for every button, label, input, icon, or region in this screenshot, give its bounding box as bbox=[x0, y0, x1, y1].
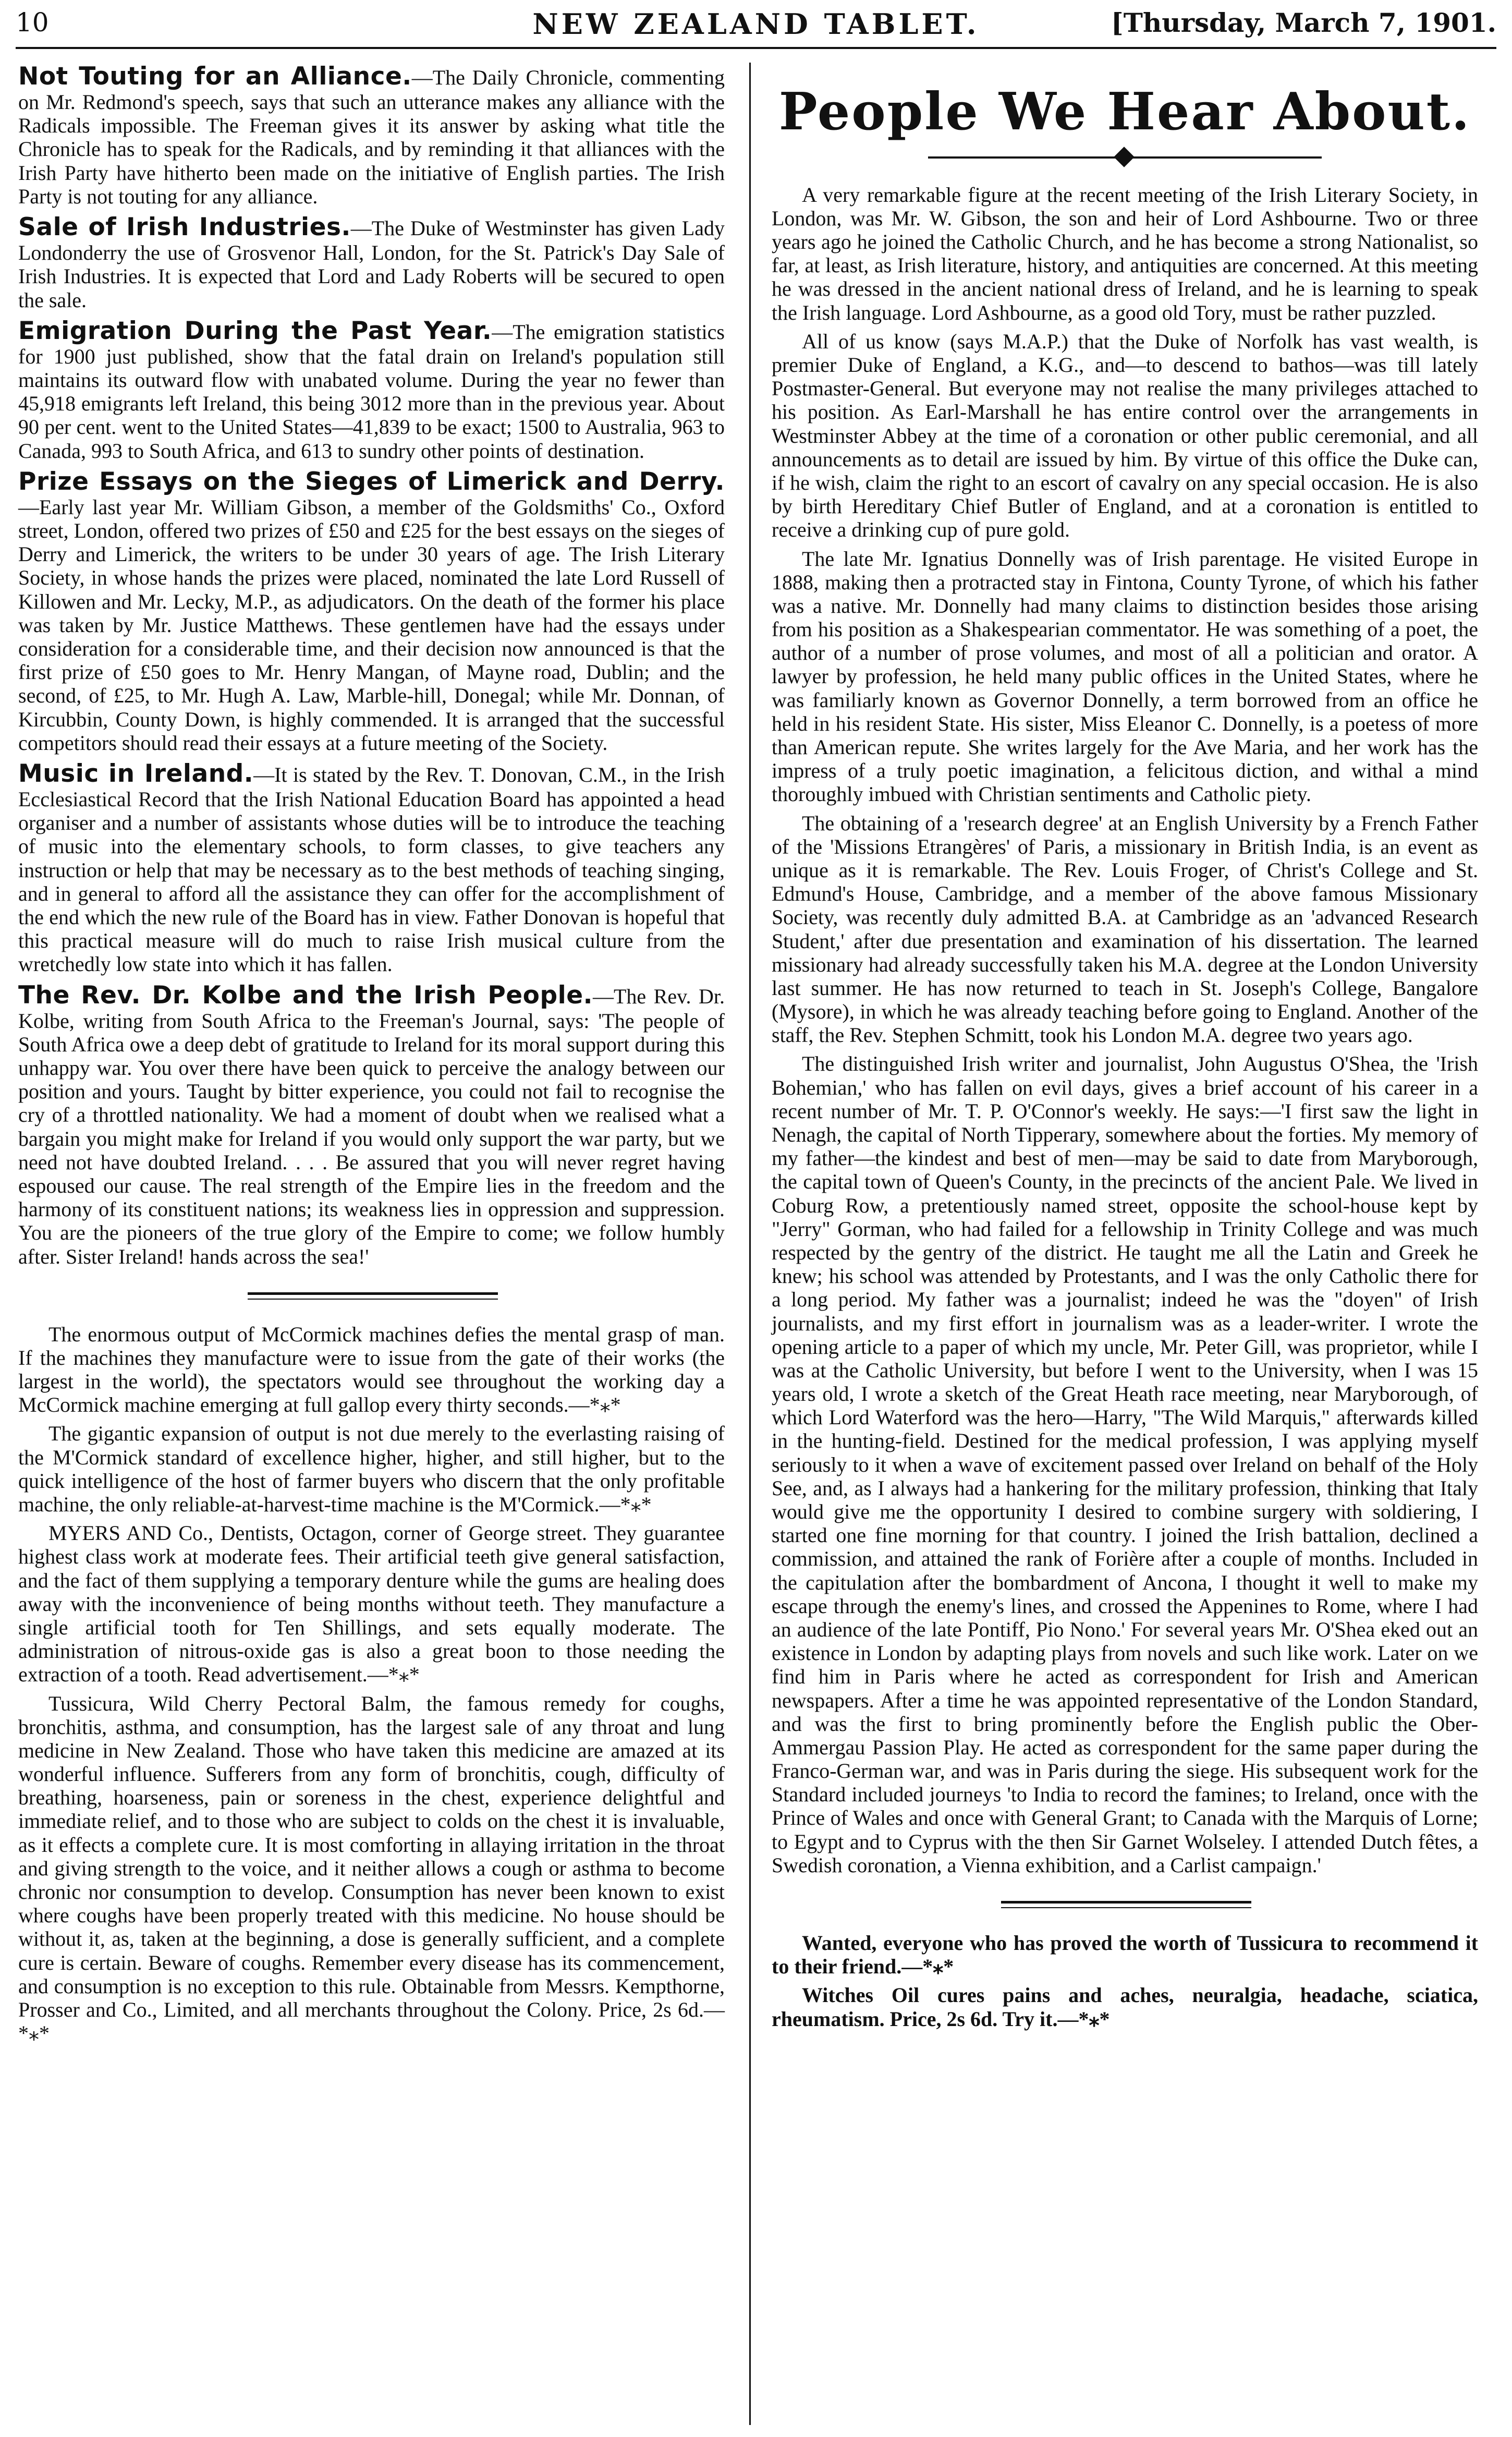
ornamental-rule bbox=[772, 147, 1478, 167]
news-item bbox=[18, 317, 725, 463]
advertisement-paragraph: MYERS AND Co., Dentists, Octagon, corner of George street. They guarantee highest class work at moderate fees. Their artificial teeth give general satisfaction, and the fact of them supplying a temporary denture while the gums are healing does away with the inconvenience of being months without teeth. They manufacture a single artificial tooth for Ten Shillings, and sets equally moderate. The administration of nitrous-oxide gas is also a great boon to those needing the extraction of a tooth. Read advertisement.—*⁎* bbox=[18, 1521, 725, 1687]
news-item bbox=[18, 213, 725, 312]
issue-date: [Thursday, March 7, 1901. bbox=[1111, 7, 1496, 38]
article-paragraph: A very remarkable figure at the recent meeting of the Irish Literary Society, in London, was Mr. W. Gibson, the son and heir of Lord Ashbourne. Two or three years ago he joined the Catholic Church, and he has become a strong Nationalist, so far, at least, as Irish literature, history, and antiquities are concerned. At this meeting he was dressed in the ancient national dress of Ireland, and he is learning to speak the Irish language. Lord Ashbourne, as a good old Tory, must be rather puzzled. bbox=[772, 183, 1478, 324]
section-separator bbox=[18, 1289, 725, 1305]
newspaper-title: NEW ZEALAND TABLET. bbox=[532, 7, 980, 41]
article-paragraph: The late Mr. Ignatius Donnelly was of Irish parentage. He visited Europe in 1888, making then a protracted stay in Fintona, County Tyrone, of which his father was a native. Mr. Donnelly had many claims to distinction besides those arising from his position as a Shakespearian commentator. He was something of a poet, the author of a number of prose volumes, and most of all a politician and orator. A lawyer by profession, he held many public offices in the United States, where he was familiarly known as Governor Donnelly, a term borrowed from an office he held in his resident State. His sister, Miss Eleanor C. Donnelly, is a poetess of more than American repute. She writes largely for the Ave Maria, and her work has the impress of a truly poetic imagination, a felicitous diction, and withal a mind thoroughly imbued with Christian sentiments and Catholic piety. bbox=[772, 547, 1478, 806]
article-paragraph: All of us know (says M.A.P.) that the Duke of Norfolk has vast wealth, is premier Duke of England, a K.G., and—to descend to bathos—was till lately Postmaster-General. But everyone may not realise the many privileges attached to his position. As Earl-Marshall he has entire control over the arrangements in Westminster Abbey at the time of a coronation or other public ceremonial, and all announcements as to detail are issued by him. By virtue of this office the Duke can, if he wish, claim the right to an escort of cavalry on any special occasion. He is also by birth Hereditary Chief Butler of England, and at a coronation is entitled to receive a drinking cup of pure gold. bbox=[772, 329, 1478, 542]
advertisement-paragraph: Wanted, everyone who has proved the worth of Tussicura to recommend it to their friend.—*⁎* bbox=[772, 1931, 1478, 1979]
advertisement-paragraph: The enormous output of McCormick machines defies the mental grasp of man. If the machines they manufacture were to issue from the gate of their works (the largest in the world), the spectators would see throughout the working day a McCormick machine emerging at full gallop every thirty seconds.—*⁎* bbox=[18, 1322, 725, 1417]
right-column bbox=[772, 63, 1478, 2036]
item-heading: Not Touting for an Alliance. bbox=[18, 62, 412, 91]
left-column bbox=[18, 63, 725, 2050]
item-text: —The Rev. Dr. Kolbe, writing from South Africa to the Freeman's Journal, says: 'The people of South Africa owe a deep debt of gratitude to Ireland for its moral support during this unhappy war. You over there have been quick to perceive the analogy between our position and yours. Taught by bitter experience, you could not fail to recognise the cry of a throttled nationality. We had a moment of doubt when we realised what a bargain you might make for Ireland if you would only support the war party, but we need not have doubted Ireland. . . . Be assured that you will never regret having espoused our cause. The real strength of the Empire lies in the freedom and the harmony of its constituent nations; its weakness lies in oppression and suppression. You are the pioneers of the true glory of the Empire to come; we follow humbly after. Sister Ireland! hands across the sea!' bbox=[18, 984, 725, 1268]
page-header bbox=[16, 7, 1496, 40]
news-item bbox=[18, 468, 725, 755]
news-item bbox=[18, 981, 725, 1268]
item-text: —The emigration statistics for 1900 just published, show that the fatal drain on Ireland's population still maintains its outward flow with unabated volume. During the year no fewer than 45,918 emigrants left Ireland, this being 3012 more than in the previous year. About 90 per cent. went to the United States—41,839 to be exact; 1500 to Australia, 963 to Canada, 993 to South Africa, and 613 to sundry other points of destination. bbox=[18, 320, 725, 463]
header-rule bbox=[16, 47, 1496, 49]
section-separator bbox=[772, 1898, 1478, 1913]
item-heading: Music in Ireland. bbox=[18, 759, 254, 788]
advertisement-paragraph: Witches Oil cures pains and aches, neuralgia, headache, sciatica, rheumatism. Price, 2s 6d. Try it.—*⁎* bbox=[772, 1983, 1478, 2031]
advertisement-paragraph: The gigantic expansion of output is not due merely to the everlasting raising of the M'Cormick standard of excellence higher, higher, and still higher, but to the quick intelligence of the host of farmer buyers who discern that the only profitable machine, the only reliable-at-harvest-time machine is the M'Cormick.—*⁎* bbox=[18, 1422, 725, 1517]
page-number: 10 bbox=[16, 7, 49, 38]
article-paragraph: The obtaining of a 'research degree' at an English University by a French Father of the 'Missions Etrangères' of Paris, a missionary in British India, is an event as unique as it is remarkable. The Rev. Louis Froger, of Christ's College and St. Edmund's House, Cambridge, and a member of the above famous Missionary Society, was recently duly admitted B.A. at Cambridge as an 'advanced Research Student,' after due presentation and examination of his dissertation. The learned missionary had already successfully taken his M.A. degree at the London University last summer. He has now returned to teach in St. Joseph's College, Bangalore (Mysore), in which he was already teaching before going to England. Another of the staff, the Rev. Stephen Schmitt, took his London M.A. degree two years ago. bbox=[772, 811, 1478, 1047]
item-text: —The Duke of Westminster has given Lady Londonderry the use of Grosvenor Hall, London, for the St. Patrick's Day Sale of Irish Industries. It is expected that Lord and Lady Roberts will be secured to open the sale. bbox=[18, 216, 725, 312]
item-heading: The Rev. Dr. Kolbe and the Irish People. bbox=[18, 980, 593, 1010]
item-heading: Sale of Irish Industries. bbox=[18, 213, 351, 242]
news-item bbox=[18, 63, 725, 208]
item-heading: Prize Essays on the Sieges of Limerick and Derry. bbox=[18, 467, 725, 496]
section-title: People We Hear About. bbox=[778, 82, 1471, 142]
news-item bbox=[18, 760, 725, 976]
advertisement-paragraph: Tussicura, Wild Cherry Pectoral Balm, the famous remedy for coughs, bronchitis, asthma, and consumption, has the largest sale of any throat and lung medicine in New Zealand. Those who have taken this medicine are amazed at its wonderful influence. Sufferers from any form of bronchitis, cough, difficulty of breathing, hoarseness, pain or soreness in the chest, experience delightful and immediate relief, and to those who are subject to colds on the chest it is invaluable, as it effects a complete cure. It is most comforting in allaying irritation in the throat and giving strength to the voice, and it neither allows a cough or asthma to become chronic nor consumption to develop. Consumption has never been known to exist where coughs have been properly treated with this medicine. No house should be without it, as, taken at the beginning, a dose is generally sufficient, and a complete cure is certain. Beware of coughs. Remember every disease has its commencement, and consumption is no exception to this rule. Obtainable from Messrs. Kempthorne, Prosser and Co., Limited, and all merchants throughout the Colony. Price, 2s 6d.—*⁎* bbox=[18, 1691, 725, 2045]
column-divider bbox=[749, 63, 751, 2425]
item-text: —It is stated by the Rev. T. Donovan, C.M., in the Irish Ecclesiastical Record that the Irish National Education Board has appointed a head organiser and a number of assistants whose duties will be to introduce the teaching of music into the elementary schools, to form classes, to give teachers any instruction or help that may be necessary as to the best methods of teaching singing, and in general to afford all the assistance they can offer for the accomplishment of the end which the new rule of the Board has in view. Father Donovan is hopeful that this practical measure will do much to raise Irish musical culture from the wretchedly low state into which it has fallen. bbox=[18, 762, 725, 976]
item-heading: Emigration During the Past Year. bbox=[18, 316, 492, 345]
item-text: —The Daily Chronicle, commenting on Mr. Redmond's speech, says that such an utterance makes any alliance with the Radicals impossible. The Freeman gives it its answer by asking what title the Chronicle has to speak for the Radicals, and by reminding it that alliances with the Irish Party have hitherto been made on the initiative of English parties. The Irish Party is not touting for any alliance. bbox=[18, 66, 725, 208]
item-text: —Early last year Mr. William Gibson, a member of the Goldsmiths' Co., Oxford street, London, offered two prizes of £50 and £25 for the best essays on the sieges of Derry and Limerick, the writers to be under 30 years of age. The Irish Literary Society, in whose hands the prizes were placed, nominated the late Lord Russell of Killowen and Mr. Lecky, M.P., as adjudicators. On the death of the former his place was taken by Mr. Justice Matthews. These gentlemen have had the essays under consideration for a considerable time, and their decision now announced is that the first prize of £50 goes to Mr. Henry Mangan, of Mayne road, Dublin; and the second, of £25, to Mr. Hugh A. Law, Marble-hill, Donegal; while Mr. Donnan, of Kircubbin, County Down, is highly commended. It is arranged that the successful competitors should read their essays at a future meeting of the Society. bbox=[18, 495, 725, 755]
article-paragraph: The distinguished Irish writer and journalist, John Augustus O'Shea, the 'Irish Bohemian,' who has fallen on evil days, gives a brief account of his career in a recent number of Mr. T. P. O'Connor's weekly. He says:—'I first saw the light in Nenagh, the capital of North Tipperary, somewhere about the forties. My memory of my father—the kindest and best of men—may be said to date from Maryborough, the capital town of Queen's County, in the precincts of the ancient Pale. We lived in Coburg Row, a pretentiously named street, opposite the school-house kept by "Jerry" Gorman, who had failed for a fellowship in Trinity College and was much respected by the gentry of the district. He taught me all the Latin and Greek he knew; his school was attended by Protestants, and I was the only Catholic there for a long period. My father was a journalist; indeed he was the "doyen" of Irish journalists, and my first effort in journalism was as a leader-writer. I wrote the opening article to a paper of which my uncle, Mr. Peter Gill, was proprietor, while I was at the Catholic University, but before I went to the University, when I was 15 years old, I wrote a sketch of the Great Heath race meeting, near Maryborough, of which Lord Waterford was the hero—Harry, "The Wild Marquis," afterwards killed in the hunting-field. Destined for the medical profession, I was applying myself seriously to it when a wave of excitement passed over Ireland on behalf of the Holy See, and, as I always had a hankering for the military profession, thinking that Italy would give me the opportunity I desired to combine surgery with soldiering, I started one fine morning for that country. I joined the Irish battalion, declined a commission, and attained the rank of Forière after a couple of months. Included in the capitulation after the bombardment of Ancona, I thought it well to make my escape through the enemy's lines, and crossed the Appenines to Rome, where I had an audience of the late Pontiff, Pio Nono.' For several years Mr. O'Shea eked out an existence in London by adapting plays from novels and such like work. Later on we find him in Paris where he acted as correspondent for Irish and American newspapers. After a time he was appointed representative of the London Standard, and was the first to bring prominently before the English public the Ober-Ammergau Passion Play. He acted as correspondent for the same paper during the Franco-German war, and was in Paris during the siege. His subsequent work for the Standard included journeys 'to India to record the famines; to Ireland, once with the Prince of Wales and once with General Grant; to Canada with the Marquis of Lorne; to Egypt and to Cyprus with the then Sir Garnet Wolseley. I attended Dutch fêtes, a Swedish coronation, a Vienna exhibition, and a Carlist campaign.' bbox=[772, 1052, 1478, 1877]
